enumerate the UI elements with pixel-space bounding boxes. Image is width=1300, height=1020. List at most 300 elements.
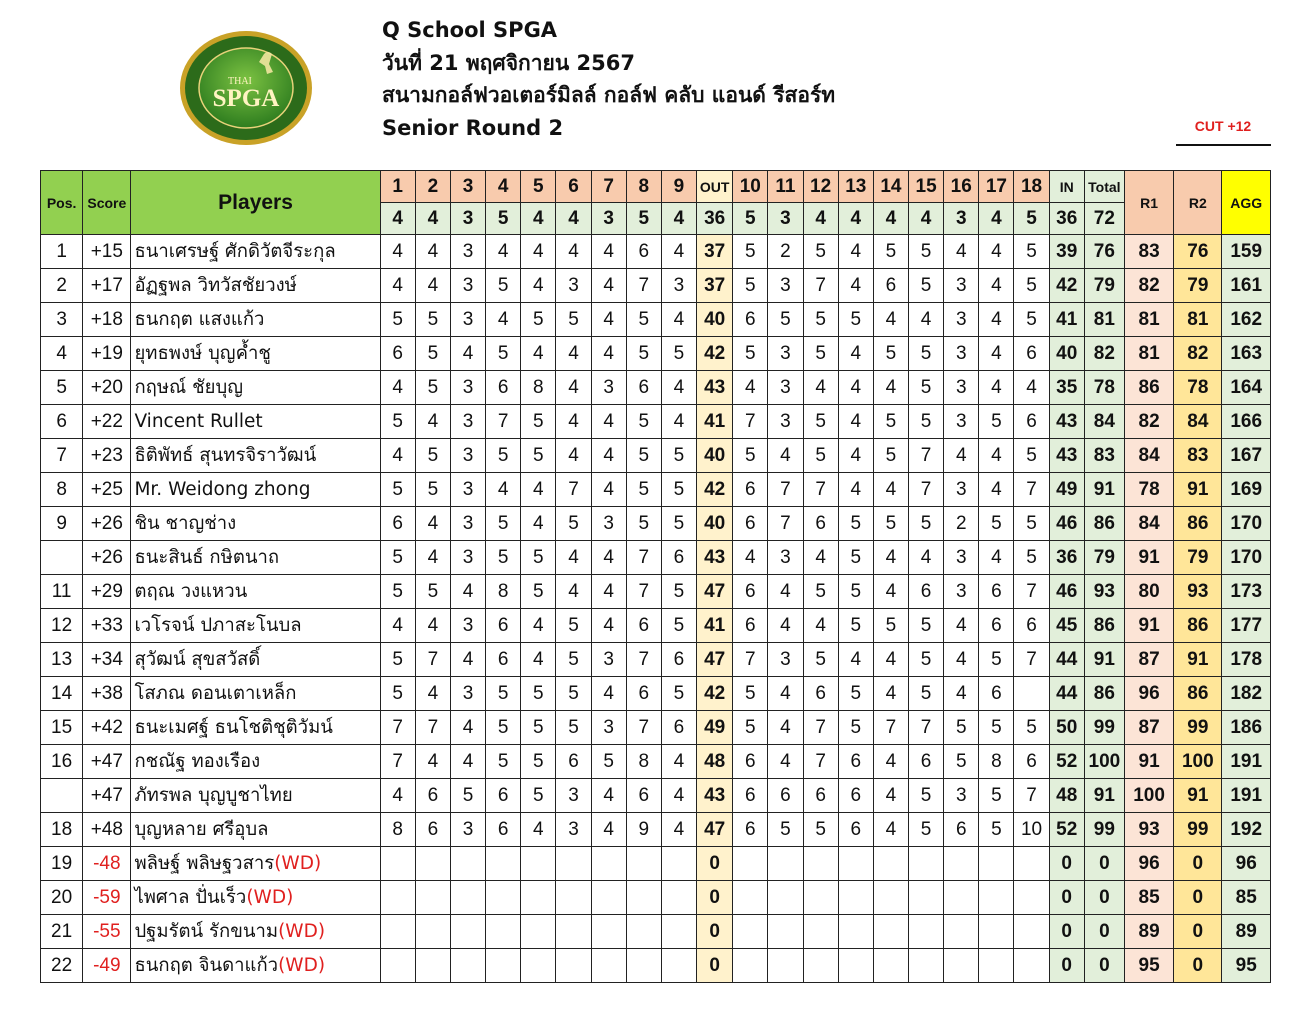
player-position: 3 [41,303,83,337]
player-name: ภัทรพล บุญบูชาไทย [134,785,293,806]
hole-score: 4 [521,609,556,643]
r1-score: 87 [1124,711,1173,745]
hole-score: 4 [521,813,556,847]
hole-number: 12 [803,171,838,203]
hole-score [380,881,415,915]
player-score: +29 [83,575,131,609]
player-name-cell [131,337,380,371]
hole-score: 4 [838,235,873,269]
player-name-cell [131,371,380,405]
hole-par: 3 [944,203,979,235]
hole-score: 6 [661,643,696,677]
hole-score [450,881,485,915]
agg-score: 85 [1222,881,1271,915]
in-score: 52 [1049,745,1084,779]
table-row [41,847,1271,881]
hole-score: 5 [803,575,838,609]
hole-score: 5 [486,677,521,711]
hole-score: 5 [803,235,838,269]
hole-score: 4 [803,371,838,405]
hole-score [873,949,908,983]
hole-score: 6 [486,813,521,847]
hole-score: 6 [626,609,661,643]
hole-score: 5 [661,337,696,371]
player-name-cell [131,405,380,439]
total-score: 86 [1084,609,1124,643]
hole-score [591,881,626,915]
hole-score: 3 [944,371,979,405]
hole-score [486,847,521,881]
hole-score: 4 [415,677,450,711]
table-row [41,575,1271,609]
hole-score [380,949,415,983]
hole-score [909,847,944,881]
hole-score: 4 [873,745,908,779]
hole-score: 6 [661,711,696,745]
hole-score: 4 [591,269,626,303]
table-row [41,337,1271,371]
total-score: 86 [1084,677,1124,711]
r2-score: 79 [1174,541,1222,575]
player-position: 14 [41,677,83,711]
player-name: พลิษฐ์ พลิษฐวสาร [134,853,275,874]
hole-score [415,949,450,983]
tournament-venue: สนามกอล์ฟวอเตอร์มิลล์ กอล์ฟ คลับ แอนด์ รีสอร์ท [382,83,836,107]
hole-score: 5 [661,439,696,473]
hole-score: 4 [521,507,556,541]
hole-score: 5 [803,337,838,371]
player-position: 13 [41,643,83,677]
header-row [41,171,1271,203]
player-name-cell [131,745,380,779]
hole-score [838,847,873,881]
agg-score: 166 [1222,405,1271,439]
hole-score: 7 [626,575,661,609]
hole-score: 7 [733,643,768,677]
hole-score: 7 [803,269,838,303]
hole-par: 5 [626,203,661,235]
player-position: 8 [41,473,83,507]
hole-score: 5 [521,745,556,779]
hole-par: 4 [415,203,450,235]
table-row [41,609,1271,643]
hole-score [733,847,768,881]
hole-score: 4 [415,235,450,269]
agg-score: 95 [1222,949,1271,983]
hole-score: 4 [591,303,626,337]
hole-score: 5 [979,643,1014,677]
col-header-in: IN [1049,171,1084,203]
hole-score: 4 [556,337,591,371]
hole-score [486,915,521,949]
total-score: 91 [1084,643,1124,677]
hole-score: 8 [521,371,556,405]
hole-score: 5 [909,269,944,303]
player-name: ตฤณ วงแหวน [134,581,248,602]
hole-score [838,881,873,915]
hole-score: 7 [733,405,768,439]
hole-score [415,881,450,915]
hole-score: 5 [521,405,556,439]
r2-score: 83 [1174,439,1222,473]
hole-score: 4 [486,473,521,507]
hole-score [486,949,521,983]
table-row [41,915,1271,949]
col-header-r2: R2 [1174,171,1222,235]
r1-score: 89 [1124,915,1173,949]
hole-par: 5 [733,203,768,235]
hole-score: 7 [486,405,521,439]
hole-score: 3 [556,813,591,847]
r1-score: 87 [1124,643,1173,677]
r2-score: 86 [1174,609,1222,643]
hole-score: 8 [626,745,661,779]
hole-score: 5 [661,473,696,507]
player-name-cell [131,677,380,711]
withdrawn-label: (WD) [278,955,326,976]
hole-score: 7 [1014,575,1049,609]
hole-par: 4 [380,203,415,235]
hole-score: 4 [768,575,803,609]
player-score: +33 [83,609,131,643]
player-score: -48 [83,847,131,881]
hole-score [803,847,838,881]
out-score: 40 [697,439,733,473]
hole-score: 4 [556,235,591,269]
hole-score: 5 [521,677,556,711]
player-position: 1 [41,235,83,269]
r2-score: 84 [1174,405,1222,439]
hole-score: 5 [873,405,908,439]
player-score: +17 [83,269,131,303]
hole-score: 5 [556,303,591,337]
hole-number: 14 [873,171,908,203]
table-row [41,677,1271,711]
hole-score: 4 [768,609,803,643]
hole-score: 5 [1014,541,1049,575]
player-name-cell [131,779,380,813]
player-score: -59 [83,881,131,915]
hole-score [944,847,979,881]
in-score: 44 [1049,677,1084,711]
out-score: 43 [697,371,733,405]
out-score: 42 [697,337,733,371]
hole-score: 4 [873,779,908,813]
hole-score: 4 [873,473,908,507]
hole-number: 5 [521,171,556,203]
in-score: 48 [1049,779,1084,813]
hole-score [1014,915,1049,949]
hole-score: 7 [803,745,838,779]
par-total: 72 [1084,203,1124,235]
out-score: 0 [697,949,733,983]
hole-score: 4 [909,303,944,337]
player-name-cell [131,813,380,847]
hole-score: 4 [450,337,485,371]
hole-score: 6 [661,541,696,575]
hole-score: 5 [521,575,556,609]
hole-score [661,915,696,949]
hole-score: 3 [768,405,803,439]
out-score: 42 [697,473,733,507]
hole-score: 4 [944,643,979,677]
hole-score: 4 [591,473,626,507]
hole-score: 7 [415,711,450,745]
hole-score [803,915,838,949]
player-name-cell [131,303,380,337]
r1-score: 81 [1124,337,1173,371]
hole-score: 4 [979,269,1014,303]
hole-score: 5 [556,711,591,745]
hole-score: 7 [909,711,944,745]
player-name-cell [131,643,380,677]
hole-par: 4 [838,203,873,235]
hole-score [768,847,803,881]
agg-score: 191 [1222,779,1271,813]
hole-score: 4 [661,371,696,405]
hole-score: 4 [415,507,450,541]
player-position: 18 [41,813,83,847]
r2-score: 91 [1174,473,1222,507]
withdrawn-label: (WD) [274,853,322,874]
hole-par: 4 [556,203,591,235]
table-row [41,813,1271,847]
hole-number: 3 [450,171,485,203]
hole-score: 5 [733,235,768,269]
agg-score: 159 [1222,235,1271,269]
hole-number: 13 [838,171,873,203]
hole-score: 4 [486,235,521,269]
hole-score: 4 [768,677,803,711]
hole-number: 15 [909,171,944,203]
hole-score: 6 [486,609,521,643]
hole-score: 6 [733,609,768,643]
agg-score: 169 [1222,473,1271,507]
out-score: 43 [697,779,733,813]
hole-score [521,881,556,915]
player-name-cell [131,915,380,949]
agg-score: 167 [1222,439,1271,473]
hole-score: 4 [661,235,696,269]
hole-score: 3 [450,371,485,405]
out-score: 40 [697,507,733,541]
hole-score: 6 [838,813,873,847]
hole-score [979,847,1014,881]
hole-score: 5 [873,235,908,269]
player-score: +47 [83,745,131,779]
hole-score: 5 [626,473,661,507]
player-name: Mr. Weidong zhong [134,479,311,500]
hole-score: 5 [733,337,768,371]
agg-score: 192 [1222,813,1271,847]
in-score: 43 [1049,439,1084,473]
hole-score: 4 [591,779,626,813]
hole-score: 5 [979,405,1014,439]
out-score: 41 [697,609,733,643]
hole-score: 4 [979,337,1014,371]
player-name: ธนกฤต แสงแก้ว [134,309,265,330]
hole-score: 3 [591,643,626,677]
hole-score: 5 [944,745,979,779]
player-name: ยุทธพงษ์ บุญค้ำชู [134,343,271,364]
hole-score: 6 [733,575,768,609]
hole-score: 4 [591,439,626,473]
hole-score: 6 [873,269,908,303]
hole-score: 5 [486,507,521,541]
hole-score: 4 [979,235,1014,269]
hole-score: 6 [486,779,521,813]
hole-score: 3 [768,541,803,575]
hole-score: 6 [733,473,768,507]
hole-number: 18 [1014,171,1049,203]
hole-score: 5 [909,609,944,643]
hole-score: 6 [803,779,838,813]
hole-score: 4 [979,303,1014,337]
r1-score: 96 [1124,677,1173,711]
player-position: 6 [41,405,83,439]
hole-score [450,847,485,881]
in-score: 35 [1049,371,1084,405]
hole-score: 4 [591,609,626,643]
out-score: 41 [697,405,733,439]
scoreboard-table [40,170,1271,983]
player-score: +42 [83,711,131,745]
table-row [41,269,1271,303]
table-row [41,711,1271,745]
hole-score: 2 [768,235,803,269]
hole-score: 4 [521,269,556,303]
agg-score: 191 [1222,745,1271,779]
hole-score: 3 [768,371,803,405]
hole-score: 5 [380,643,415,677]
hole-score: 5 [979,507,1014,541]
hole-score: 4 [450,575,485,609]
withdrawn-label: (WD) [278,921,326,942]
hole-score [661,881,696,915]
player-position: 20 [41,881,83,915]
hole-score: 5 [556,677,591,711]
hole-score: 5 [838,507,873,541]
hole-score: 4 [944,439,979,473]
r1-score: 86 [1124,371,1173,405]
in-score: 42 [1049,269,1084,303]
hole-score: 4 [979,473,1014,507]
hole-score: 4 [838,405,873,439]
hole-par: 3 [591,203,626,235]
hole-score: 6 [1014,609,1049,643]
hole-score: 5 [415,371,450,405]
hole-score: 4 [979,371,1014,405]
hole-score: 5 [909,371,944,405]
hole-score: 2 [944,507,979,541]
hole-score: 5 [415,473,450,507]
hole-score [521,949,556,983]
hole-score [944,881,979,915]
hole-score [768,949,803,983]
player-name: ธนาเศรษฐ์ ศักดิวัตจีระกุล [134,241,336,262]
hole-score: 4 [661,745,696,779]
hole-score: 3 [450,235,485,269]
player-name-cell [131,881,380,915]
hole-score: 4 [768,439,803,473]
agg-score: 163 [1222,337,1271,371]
table-row [41,439,1271,473]
hole-par: 4 [873,203,908,235]
r2-score: 86 [1174,507,1222,541]
out-score: 48 [697,745,733,779]
hole-score: 9 [626,813,661,847]
hole-score: 5 [415,337,450,371]
hole-score [556,915,591,949]
r1-score: 91 [1124,745,1173,779]
hole-score: 3 [944,269,979,303]
hole-score: 6 [803,677,838,711]
col-header-pos: Pos. [41,171,83,235]
hole-score: 7 [768,473,803,507]
hole-score: 5 [838,677,873,711]
in-score: 0 [1049,881,1084,915]
hole-score: 4 [979,541,1014,575]
hole-score: 4 [838,371,873,405]
table-row [41,507,1271,541]
hole-score: 5 [768,303,803,337]
hole-score: 8 [380,813,415,847]
table-row [41,405,1271,439]
total-score: 82 [1084,337,1124,371]
hole-score: 5 [909,677,944,711]
hole-score [556,881,591,915]
hole-score: 4 [979,439,1014,473]
hole-score: 7 [380,711,415,745]
hole-score [944,915,979,949]
player-name: ไพศาล ปั่นเร็ว [134,887,247,908]
hole-score: 6 [626,235,661,269]
hole-score: 5 [380,473,415,507]
hole-score [1014,677,1049,711]
player-name-cell [131,541,380,575]
hole-score: 3 [450,507,485,541]
in-score: 46 [1049,507,1084,541]
player-name: ธนะเมศฐ์ ธนโชติชุติวัมน์ [134,717,333,738]
hole-score: 7 [556,473,591,507]
hole-score: 5 [486,711,521,745]
hole-score: 4 [521,643,556,677]
hole-score: 3 [450,439,485,473]
hole-score [591,915,626,949]
hole-score: 8 [979,745,1014,779]
hole-score: 6 [909,745,944,779]
hole-score: 6 [380,507,415,541]
hole-score: 4 [591,337,626,371]
hole-score [873,881,908,915]
total-score: 93 [1084,575,1124,609]
hole-score: 7 [768,507,803,541]
hole-score: 4 [873,575,908,609]
hole-score: 4 [450,745,485,779]
hole-score [626,915,661,949]
hole-score [979,949,1014,983]
hole-score: 7 [803,711,838,745]
hole-score [626,847,661,881]
hole-score: 4 [873,643,908,677]
agg-score: 89 [1222,915,1271,949]
total-score: 86 [1084,507,1124,541]
player-name-cell [131,473,380,507]
hole-score: 4 [415,405,450,439]
table-row [41,371,1271,405]
hole-score: 6 [768,779,803,813]
player-score: +48 [83,813,131,847]
